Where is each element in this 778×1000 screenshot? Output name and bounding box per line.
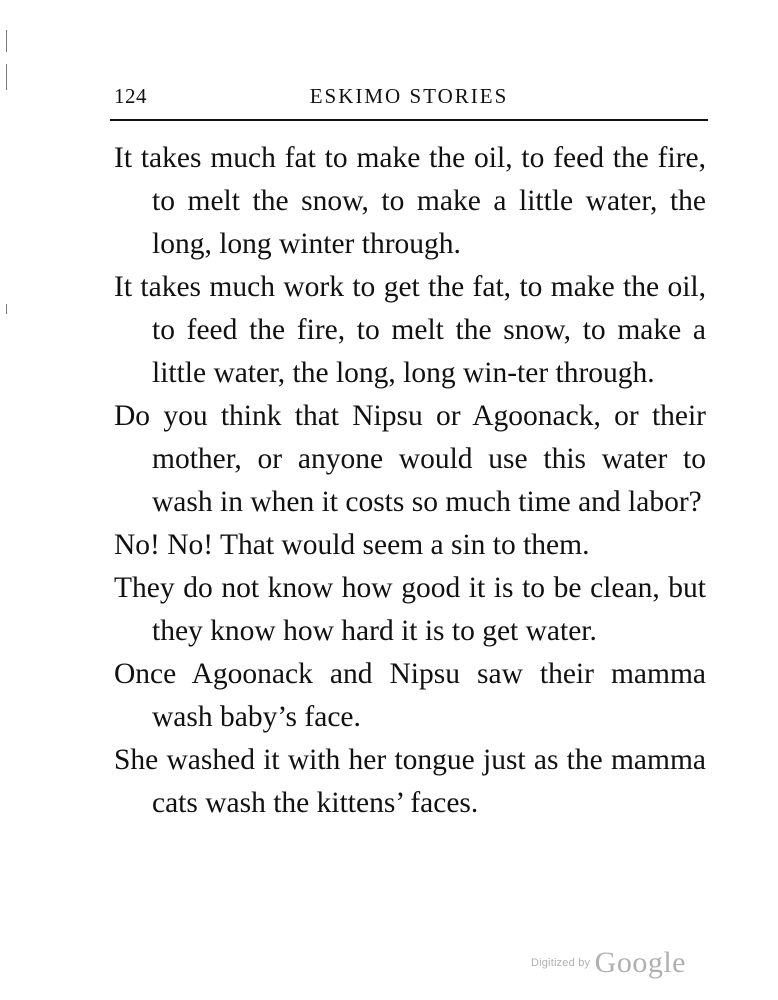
running-title: ESKIMO STORIES — [309, 84, 509, 108]
watermark-brand: Google — [594, 946, 686, 979]
paragraph: She washed it with her tongue just as the mamma cats wash the kittens’ faces. — [114, 744, 706, 819]
page-header — [110, 84, 708, 118]
paragraph: It takes much work to get the fat, to make the oil, to feed the fire, to melt the snow, to make a little water, the long, long win-ter through. — [114, 271, 706, 389]
paragraph: No! No! That would seem a sin to them. — [114, 529, 590, 561]
paragraph: Do you think that Nipsu or Agoonack, or their mother, or anyone would use this water to wash in when it costs so much time and labor? — [114, 400, 706, 518]
paragraph: They do not know how good it is to be clean, but they know how hard it is to get water. — [114, 572, 706, 647]
paragraph: Once Agoonack and Nipsu saw their mamma wash baby’s face. — [114, 658, 706, 733]
margin-scan-marks — [6, 30, 8, 330]
paragraph: It takes much fat to make the oil, to feed the fire, to melt the snow, to make a little water, the long, long winter through. — [114, 142, 706, 260]
header-rule — [110, 119, 708, 121]
watermark-prefix: Digitized by — [530, 957, 591, 969]
page-body — [114, 137, 706, 825]
page-number: 124 — [114, 84, 147, 108]
digitized-watermark — [531, 946, 686, 980]
